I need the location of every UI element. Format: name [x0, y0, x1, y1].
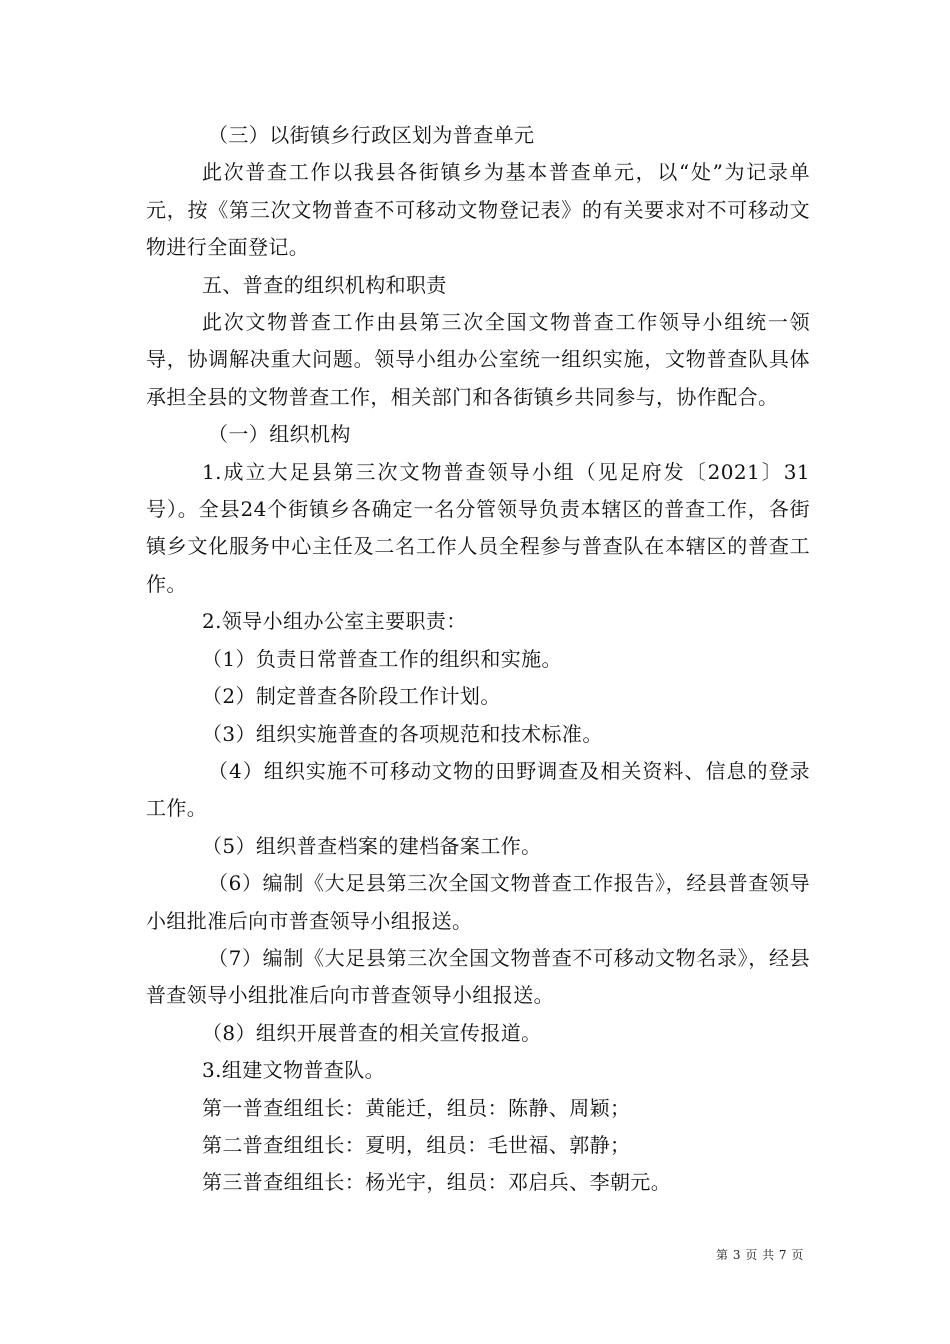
- duty-item-3: （3）组织实施普查的各项规范和技术标准。: [202, 721, 603, 746]
- duty-item-4: （4）组织实施不可移动文物的田野调查及相关资料、信息的登录工作。: [146, 758, 810, 821]
- duty-item-2: （2）制定普查各阶段工作计划。: [202, 684, 501, 709]
- section-heading-three: （三）以街镇乡行政区划为普查单元: [208, 123, 535, 147]
- duty-item-8: （8）组织开展普查的相关宣传报道。: [202, 1020, 542, 1045]
- body-paragraph: 此次文物普查工作由县第三次全国文物普查工作领导小组统一领导，协调解决重大问题。领导小组办公室统一组织实施，文物普查队具体承担全县的文物普查工作，相关部门和各街镇乡共同参与，协作配合。: [146, 310, 810, 409]
- document-body: [146, 117, 810, 1202]
- duty-item-7: （7）编制《大足县第三次全国文物普查不可移动文物名录》，经县普查领导小组批准后向市普查领导小组报送。: [146, 945, 810, 1008]
- page-number-footer: 第 3 页 共 7 页: [716, 1248, 804, 1262]
- team-line-2: 第二普查组组长：夏明，组员：毛世福、郭静；: [202, 1132, 631, 1157]
- numbered-paragraph-2: 2.领导小组办公室主要职责：: [202, 609, 467, 634]
- section-heading-five: 五、普查的组织机构和职责: [202, 272, 447, 297]
- team-line-3: 第三普查组组长：杨光宇，组员：邓启兵、李朝元。: [202, 1170, 672, 1195]
- numbered-paragraph-1: 1.成立大足县第三次文物普查领导小组（见足府发〔2021〕31号）。全县24个街镇乡各确定一名分管领导负责本辖区的普查工作，各街镇乡文化服务中心主任及二名工作人员全程参与普查队在本辖区的普查工作。: [146, 459, 810, 596]
- duty-item-5: （5）组织普查档案的建档备案工作。: [202, 833, 542, 858]
- subsection-heading-one: （一）组织机构: [208, 422, 351, 447]
- duty-item-1: （1）负责日常普查工作的组织和实施。: [202, 646, 562, 671]
- body-paragraph: 此次普查工作以我县各街镇乡为基本普查单元，以“处”为记录单元，按《第三次文物普查不可移动文物登记表》的有关要求对不可移动文物进行全面登记。: [146, 160, 810, 260]
- team-line-1: 第一普查组组长：黄能迁，组员：陈静、周颖；: [202, 1095, 631, 1120]
- duty-item-6: （6）编制《大足县第三次全国文物普查工作报告》，经县普查领导小组批准后向市普查领导小组报送。: [146, 871, 810, 933]
- numbered-paragraph-3: 3.组建文物普查队。: [202, 1058, 386, 1083]
